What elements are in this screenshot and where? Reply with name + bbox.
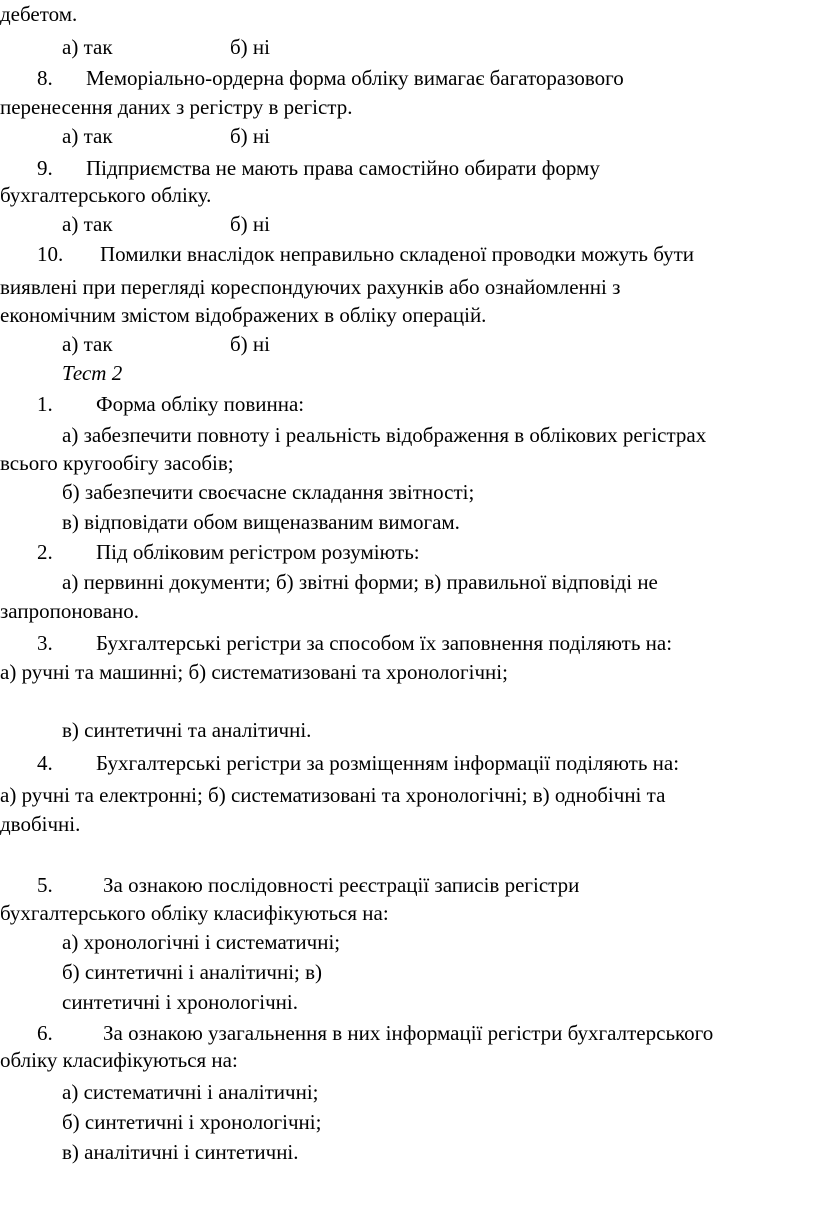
question-text: Підприємства не мають права самостійно обирати форму	[86, 156, 600, 180]
option-yes: а) так	[62, 124, 113, 148]
question-number: 10.	[37, 242, 64, 266]
question-number: 4.	[37, 751, 53, 775]
question-number: 5.	[37, 873, 53, 897]
question-number: 2.	[37, 540, 53, 564]
option-yes: а) так	[62, 212, 113, 236]
question-text: Меморіально-ордерна форма обліку вимагає багаторазового	[86, 66, 624, 90]
question-text: Помилки внаслідок неправильно складеної проводки можуть бути	[100, 242, 695, 266]
question-text: За ознакою узагальнення в них інформації регістри бухгалтерського	[103, 1021, 714, 1045]
question-text: За ознакою послідовності реєстрації записів регістри	[103, 873, 580, 897]
question-text: Під обліковим регістром розуміють:	[96, 540, 420, 564]
question-number: 8.	[37, 66, 53, 90]
option-no: б) ні	[230, 332, 271, 356]
question-text: Бухгалтерські регістри за способом їх заповнення поділяють на:	[96, 631, 673, 655]
question-number: 9.	[37, 156, 53, 180]
question-number: 3.	[37, 631, 53, 655]
option-no: б) ні	[230, 35, 271, 59]
question-number: 6.	[37, 1021, 53, 1045]
option-no: б) ні	[230, 124, 271, 148]
question-text: Бухгалтерські регістри за розміщенням інформації поділяють на:	[96, 751, 680, 775]
option-no: б) ні	[230, 212, 271, 236]
document-page: дебетом. а) так б) ні 8. Меморіально-ордерна форма обліку вимагає багаторазового перенесення даних з регістру в регістр. а) так б) ні 9. Підприємства не мають права самостійно обирати форму бухгалтерського обліку. а) так б) ні 10. Помилки внаслідок неправильно складеної проводки можуть бути виявлені при перегляді кореспондуючих рахунків або ознайомленні з економічним змістом відображених в обліку операцій. а) так б) ні Тест 2 1. Форма обліку повинна: а) забезпечити повноту і реальність відображення в облікових регістрах всього кругообігу засобів; б) забезпечити своєчасне складання звітності; в) відповідати обом вищеназваним вимогам. 2. Під обліковим регістром розуміють: а) первинні документи; б) звітні форми; в) правильної відповіді не запропоновано. 3. Бухгалтерські регістри за способом їх заповнення поділяють на: а) ручні та машинні; б) систематизовані та хронологічні; в) синтетичні та аналітичні. 4. Бухгалтерські регістри за розміщенням інформації поділяють на: а) ручні та електронні; б) систематизовані та хронологічні; в) однобічні та двобічні. 5. За ознакою послідовності реєстрації записів регістри бухгалтерського обліку класифікуються на: а) хронологічні і систематичні; б) синтетичні і аналітичні; в) синтетичні і хронологічні. 6. За ознакою узагальнення в них інформації регістри бухгалтерського обліку класифікуються на: а) систематичні і аналітичні; б) синтетичні і хронологічні; в) аналітичні і синтетичні.	[0, 2, 714, 1164]
option-yes: а) так	[62, 35, 113, 59]
question-text: Форма обліку повинна:	[96, 392, 305, 416]
question-number: 1.	[37, 392, 53, 416]
option-yes: а) так	[62, 332, 113, 356]
